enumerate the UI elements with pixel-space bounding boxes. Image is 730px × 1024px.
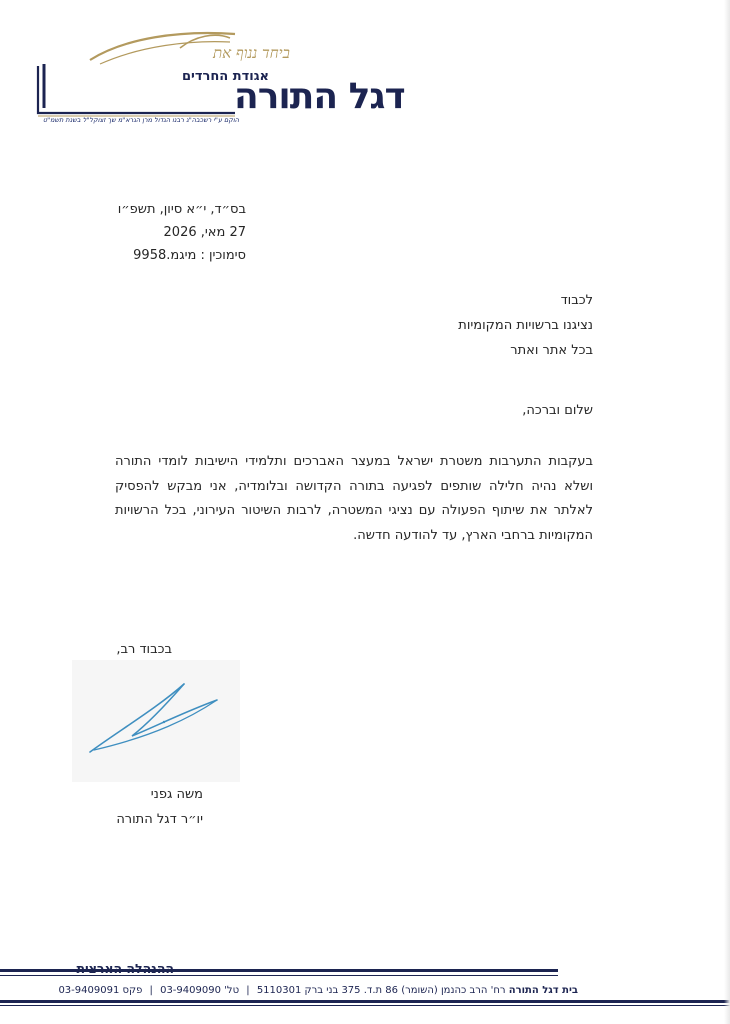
logo-org-name: דגל התורה [234, 76, 405, 117]
footer-separator: | [149, 985, 153, 996]
signer-name: משה גפני [150, 787, 203, 802]
hebrew-date: בס״ד, י״א סיון, תשפ״ו [117, 202, 246, 217]
footer-rule-bottom [0, 1000, 730, 1003]
logo-subtitle: אגודת החרדים [182, 69, 269, 84]
footer-phone: טל' 03-9409090 [160, 985, 240, 996]
signer-title: יו״ר דגל התורה [116, 812, 203, 827]
footer-address: רח' הרב כהנמן (השומר) 86 ת.ד. 375 בני ברק 5110301 [256, 985, 506, 996]
addressee-block [458, 288, 593, 363]
greeting: שלום וברכה, [522, 403, 593, 418]
footer-department: ההנהלה הארצית [76, 961, 174, 976]
footer-fax: פקס 03-9409091 [58, 985, 143, 996]
footer-rule-bottom-thin [0, 1005, 730, 1006]
addressee-line-2: נציגנו ברשויות המקומיות [458, 318, 593, 333]
letter-body: בעקבות התערבות משטרת ישראל במעצר האברכים ותלמידי הישיבות לומדי התורה ושלא נהיה חלילה שותפים לפגיעה בתורה הקדושה ובלומדיה, אני מבקש להפסיק לאלתר את שיתוף הפעולה עם נציגי המשטרה, לרבות השיטור העירוני, בכל הרשויות המקומיות ברחבי הארץ, עד להודעה חדשה. [115, 454, 593, 543]
footer-house-name: בית דגל התורה [508, 985, 578, 996]
logo-tagline-script: ביחד ננוף את [213, 44, 290, 62]
footer-contact [58, 985, 578, 996]
date-block [118, 198, 246, 267]
addressee-line-3: בכל אתר ואתר [510, 343, 593, 358]
gregorian-date: 27 מאי, 2026 [163, 225, 246, 240]
reference-number: סימוכין : מיגמ.9958 [133, 248, 246, 263]
signature [72, 660, 240, 782]
footer-separator: | [246, 985, 250, 996]
closing: בכבוד רב, [116, 642, 172, 657]
logo-founding-line: הוקם ע"י רשכבה"ג רבנו הגדול מרן הגרא"מ שך זצוקל"ל בשנת תשמ"ט [42, 116, 239, 124]
addressee-line-1: לכבוד [560, 293, 593, 308]
signer-block [116, 782, 203, 832]
